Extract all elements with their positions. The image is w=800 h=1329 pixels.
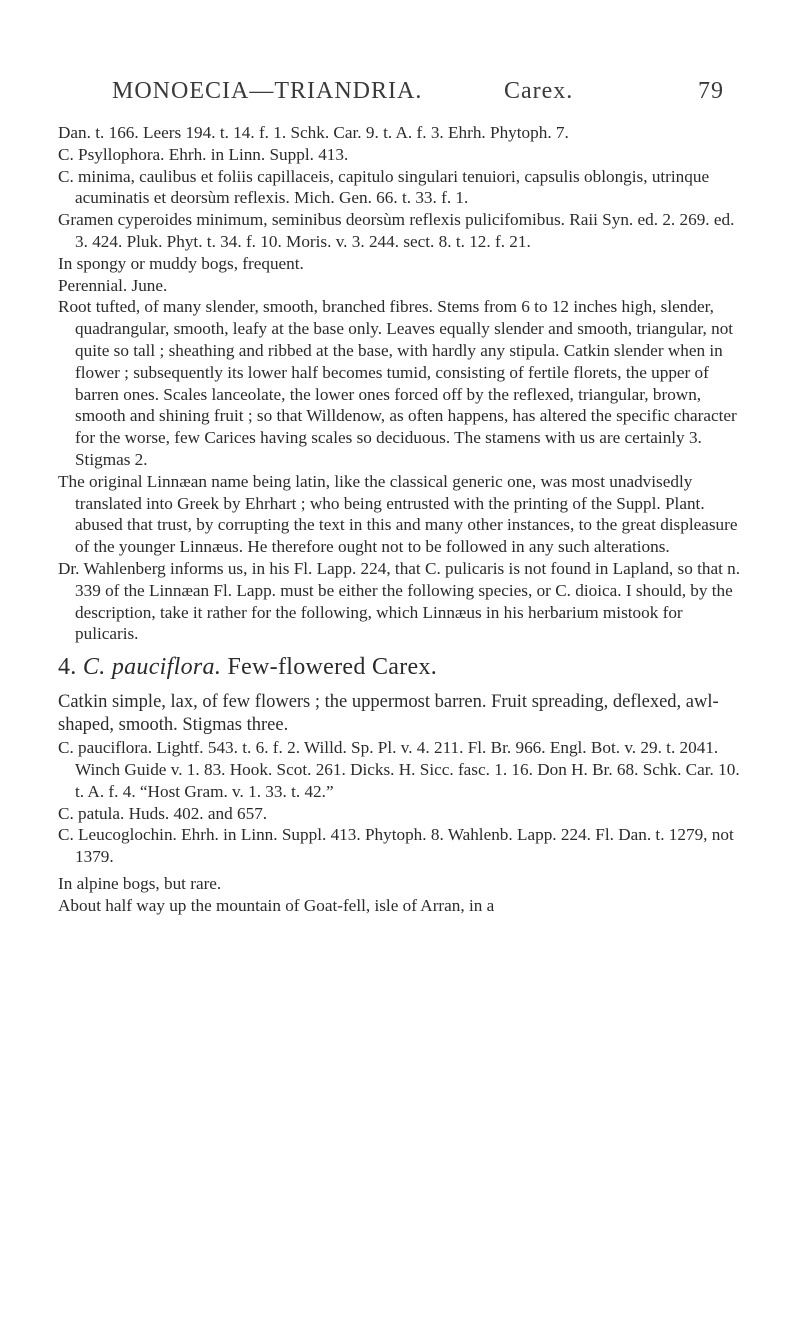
species-common-name: Few-flowered Carex.	[227, 654, 438, 681]
species-heading	[58, 652, 748, 682]
specific-character: Catkin simple, lax, of few flowers ; the uppermost barren. Fruit spreading, deflexed, awl-shaped, smooth. Stigmas three.	[58, 692, 719, 736]
synonym-patula: C. patula. Huds. 402. and 657.	[58, 803, 268, 823]
species-description: Root tufted, of many slender, smooth, branched fibres. Stems from 6 to 12 inches high, slender, quadrangular, smooth, leafy at the base only. Leaves equally slender and smooth, triangular, not quite so tall ; sheathing and ribbed at the base, with hardly any stipula. Catkin slender when in flower ; subsequently its lower half becomes tumid, consisting of fertile florets, the upper of barren ones. Scales lanceolate, the lower ones forced off by the reflexed, triangular, brown, smooth and shining fruit ; so that Willdenow, as often happens, has altered the specific character for the worse, few Carices having scales so deciduous. The stamens with us are certainly 3. Stigmas 2.	[58, 297, 737, 469]
synonym-leucoglochin: C. Leucoglochin. Ehrh. in Linn. Suppl. 413. Phytoph. 8. Wahlenb. Lapp. 224. Fl. Dan. t. 1279, not 1379.	[58, 825, 734, 867]
habitat-pauciflora: In alpine bogs, but rare.	[58, 873, 222, 893]
header-class-order: MONOECIA—TRIANDRIA.	[112, 78, 423, 104]
synonym-gramen: Gramen cyperoides minimum, seminibus deorsùm reflexis pulicifomibus. Raii Syn. ed. 2. 269. ed. 3. 424. Pluk. Phyt. t. 34. f. 10. Moris. v. 3. 244. sect. 8. t. 12. f. 21.	[58, 210, 735, 251]
references-top: Dan. t. 166. Leers 194. t. 14. f. 1. Schk. Car. 9. t. A. f. 3. Ehrh. Phytoph. 7.	[58, 123, 569, 142]
locality-pauciflora: About half way up the mountain of Goat-fell, isle of Arran, in a	[58, 895, 495, 915]
references-pauciflora: C. pauciflora. Lightf. 543. t. 6. f. 2. Willd. Sp. Pl. v. 4. 211. Fl. Br. 966. Engl. Bot. v. 29. t. 2041. Winch Guide v. 1. 83. Hook. Scot. 261. Dicks. H. Sicc. fasc. 1. 16. Don H. Br. 68. Schk. Car. 10. t. A. f. 4. “Host Gram. v. 1. 33. t. 42.”	[58, 738, 740, 801]
species-name: C. pauciflora.	[82, 654, 222, 681]
note-linnaean-name: The original Linnæan name being latin, like the classical generic one, was most unadvisedly translated into Greek by Ehrhart ; who being entrusted with the printing of the Suppl. Plant. abused that trust, by corrupting the text in this and many other instances, to the great displeasure of the younger Linnæus. He therefore ought not to be followed in any such alterations.	[58, 471, 738, 557]
habitat: In spongy or muddy bogs, frequent.	[58, 253, 304, 273]
page-body	[58, 122, 748, 917]
duration: Perennial. June.	[58, 275, 168, 295]
synonym-minima: C. minima, caulibus et foliis capillaceis, capitulo singulari tenuiori, capsulis oblongis, utrinque acuminatis et deorsùm reflexis. Mich. Gen. 66. t. 33. f. 1.	[58, 166, 710, 208]
synonym-psyllophora: C. Psyllophora. Ehrh. in Linn. Suppl. 413.	[58, 144, 349, 164]
note-wahlenberg: Dr. Wahlenberg informs us, in his Fl. Lapp. 224, that C. pulicaris is not found in Lapland, so that n. 339 of the Linnæan Fl. Lapp. must be either the following species, or C. dioica. I should, by the description, take it rather for the following, which Linnæus in his herbarium mistook for pulicaris.	[58, 558, 741, 644]
species-number: 4.	[58, 654, 77, 681]
page-number: 79	[698, 78, 724, 104]
header-genus: Carex.	[504, 78, 574, 104]
